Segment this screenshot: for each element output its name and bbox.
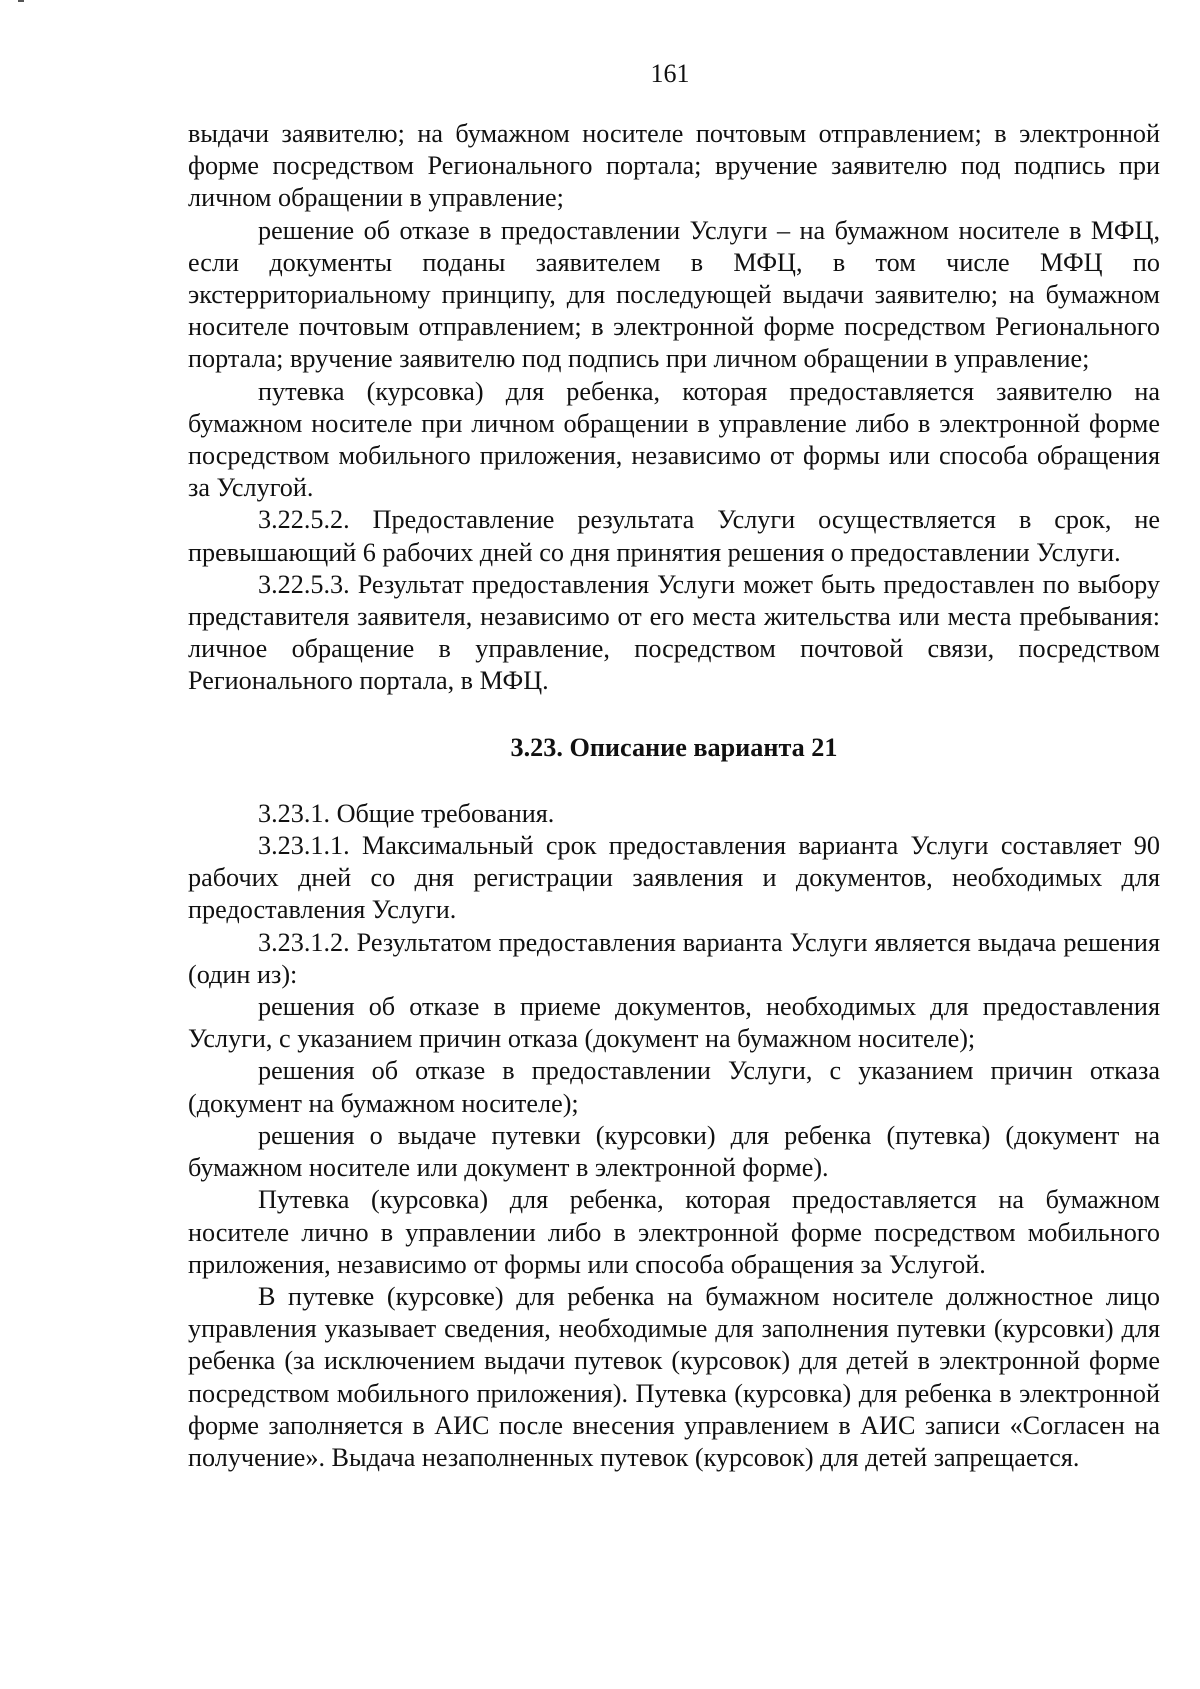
page-number: 161 [650,59,690,88]
scan-mark [18,0,24,2]
paragraph: 3.22.5.3. Результат предоставления Услуги может быть предоставлен по выбору представителя заявителя, независимо от его места жительства или места пребывания: личное обращение в управление, посредством почтовой связи, посредством Регионального портала, в МФЦ. [188,569,1160,696]
paragraph: 3.23.1.2. Результатом предоставления варианта Услуги является выдача решения (один из): [188,927,1160,989]
paragraph: выдачи заявителю; на бумажном носителе почтовым отправлением; в электронной форме посредством Регионального портала; вручение заявителю под подпись при личном обращении в управление; [188,119,1160,213]
paragraph: решения об отказе в приеме документов, необходимых для предоставления Услуги, с указанием причин отказа (документ на бумажном носителе); [188,992,1160,1054]
paragraph: 3.23.1.1. Максимальный срок предоставления варианта Услуги составляет 90 рабочих дней со дня регистрации заявления и документов, необходимых для предоставления Услуги. [188,831,1160,925]
paragraph: путевка (курсовка) для ребенка, которая предоставляется заявителю на бумажном носителе при личном обращении в управление либо в электронной форме посредством мобильного приложения, независимо от формы или способа обращения за Услугой. [188,376,1160,503]
paragraph: решения о выдаче путевки (курсовки) для ребенка (путевка) (документ на бумажном носителе или документ в электронной форме). [188,1120,1160,1183]
paragraph: решения об отказе в предоставлении Услуги, с указанием причин отказа (документ на бумажном носителе); [188,1056,1160,1118]
paragraph: решение об отказе в предоставлении Услуги – на бумажном носителе в МФЦ, если документы поданы заявителем в МФЦ, в том числе МФЦ по экстерриториальному принципу, для последующей выдачи заявителю; на бумажном носителе почтовым отправлением; в электронной форме посредством Регионального портала; вручение заявителю под подпись при личном обращении в управление; [188,215,1160,374]
document-body [188,118,1160,1474]
paragraph: 3.23.1. Общие требования. [258,798,555,828]
section-heading: 3.23. Описание варианта 21 [510,732,838,762]
paragraph: 3.22.5.2. Предоставление результата Услуги осуществляется в срок, не превышающий 6 рабочих дней со дня принятия решения о предоставлении Услуги. [188,505,1160,567]
paragraph: В путевке (курсовке) для ребенка на бумажном носителе должностное лицо управления указывает сведения, необходимые для заполнения путевки (курсовки) для ребенка (за исключением выдачи путевок (курсовок) для детей в электронной форме посредством мобильного приложения). Путевка (курсовка) для ребенка в электронной форме заполняется в АИС после внесения управлением в АИС записи «Согласен на получение». Выдача незаполненных путевок (курсовок) для детей запрещается. [188,1281,1160,1472]
paragraph: Путевка (курсовка) для ребенка, которая предоставляется на бумажном носителе лично в управлении либо в электронной форме посредством мобильного приложения, независимо от формы или способа обращения за Услугой. [188,1185,1160,1279]
